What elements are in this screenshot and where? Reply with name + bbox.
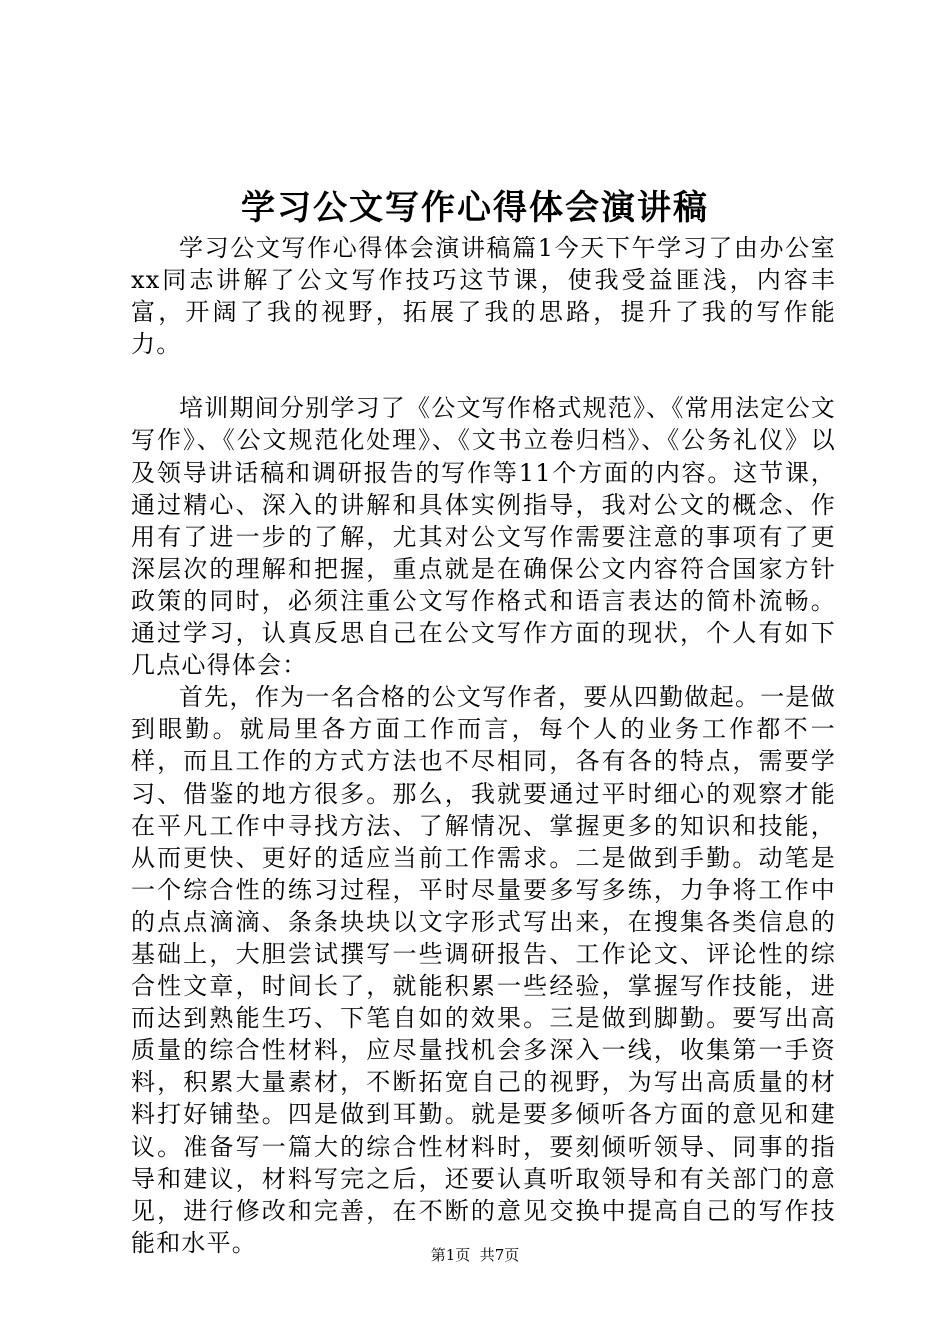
page-title: 学习公文写作心得体会演讲稿 [241, 188, 709, 228]
document-body [131, 232, 836, 1259]
paragraph-training: 培训期间分别学习了《公文写作格式规范》、《常用法定公文写作》、《公文规范化处理》、《文书立卷归档》、《公务礼仪》以及领导讲话稿和调研报告的写作等11个方面的内容。这节课，通过精心、深入的讲解和具体实例指导，我对公文的概念、作用有了进一步的了解，尤其对公文写作需要注意的事项有了更深层次的理解和把握，重点就是在确保公文内容符合国家方针政策的同时，必须注重公文写作格式和语言表达的简朴流畅。通过学习，认真反思自己在公文写作方面的现状，个人有如下几点心得体会： [131, 394, 836, 680]
page-number-footer: 第1页 共7页 [430, 1246, 520, 1264]
paragraph-four-diligences: 首先，作为一名合格的公文写作者，要从四勤做起。一是做到眼勤。就局里各方面工作而言，每个人的业务工作都不一样，而且工作的方式方法也不尽相同，各有各的特点，需要学习、借鉴的地方很多。那么，我就要通过平时细心的观察才能在平凡工作中寻找方法、了解情况、掌握更多的知识和技能，从而更快、更好的适应当前工作需求。二是做到手勤。动笔是一个综合性的练习过程，平时尽量要多写多练，力争将工作中的点点滴滴、条条块块以文字形式写出来，在搜集各类信息的基础上，大胆尝试撰写一些调研报告、工作论文、评论性的综合性文章，时间长了，就能积累一些经验，掌握写作技能，进而达到熟能生巧、下笔自如的效果。三是做到脚勤。要写出高质量的综合性材料，应尽量找机会多深入一线，收集第一手资料，积累大量素材，不断拓宽自己的视野，为写出高质量的材料打好铺垫。四是做到耳勤。就是要多倾听各方面的意见和建议。准备写一篇大的综合性材料时，要刻倾听领导、同事的指导和建议，材料写完之后，还要认真听取领导和有关部门的意见，进行修改和完善，在不断的意见交换中提高自己的写作技能和水平。 [131, 683, 836, 1257]
paragraph-intro: 学习公文写作心得体会演讲稿篇1今天下午学习了由办公室xx同志讲解了公文写作技巧这节课，使我受益匪浅，内容丰富，开阔了我的视野，拓展了我的思路，提升了我的写作能力。 [131, 234, 836, 359]
